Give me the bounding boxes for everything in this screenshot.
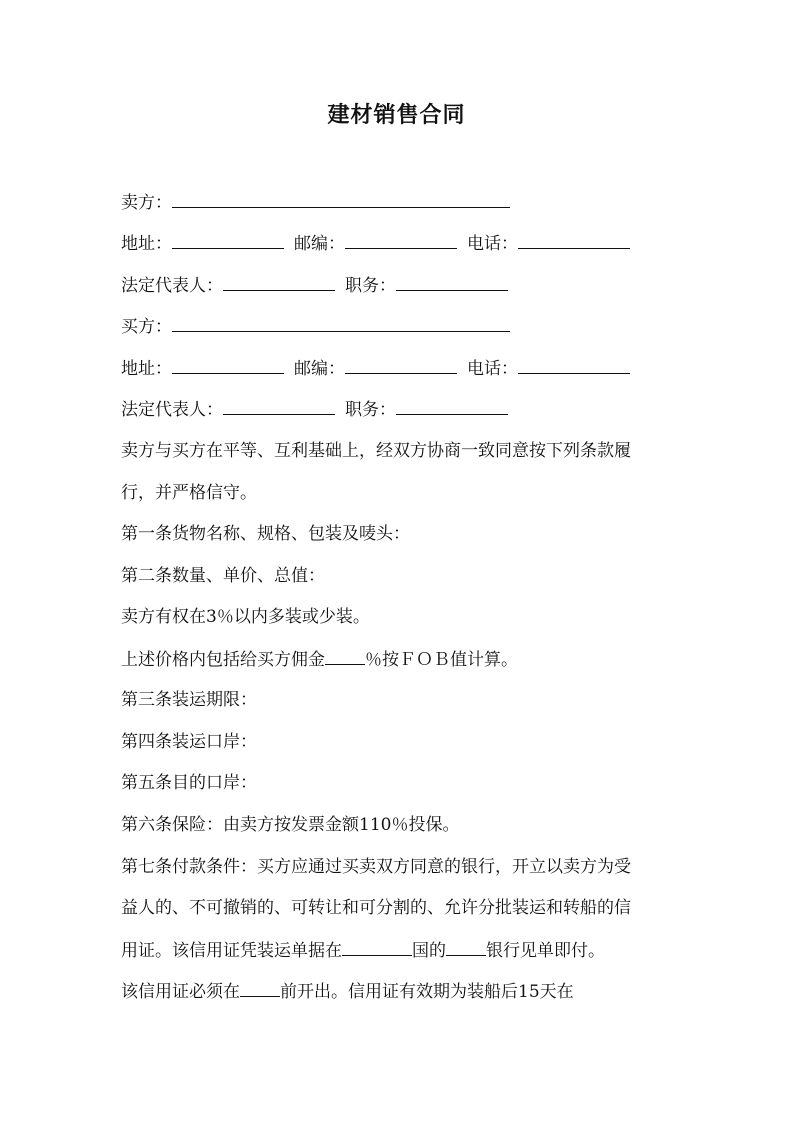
buyer-contact-line xyxy=(121,356,630,381)
article-1: 第一条货物名称、规格、包装及唛头： xyxy=(121,524,410,544)
buyer-line xyxy=(121,314,510,339)
seller-blank[interactable] xyxy=(172,190,510,208)
article-7-line-1: 第七条付款条件：买方应通过买卖双方同意的银行，开立以卖方为受 xyxy=(121,857,631,877)
article-2-note-1: 卖方有权在3％以内多装或少装。 xyxy=(121,607,370,627)
lc-issue-text-a: 该信用证必须在 xyxy=(121,982,240,1002)
seller-position-label: 职务： xyxy=(345,276,396,296)
article-3: 第三条装运期限： xyxy=(121,690,257,710)
buyer-address-blank[interactable] xyxy=(172,356,284,374)
commission-text-a: 上述价格内包括给买方佣金 xyxy=(121,650,325,670)
article-6: 第六条保险：由卖方按发票金额110％投保。 xyxy=(121,815,460,835)
seller-postcode-blank[interactable] xyxy=(345,231,457,249)
lc-text-b: 国的 xyxy=(412,941,446,961)
buyer-rep-label: 法定代表人： xyxy=(121,400,223,420)
seller-address-label: 地址： xyxy=(121,234,172,254)
seller-label: 卖方： xyxy=(121,193,172,213)
seller-postcode-label: 邮编： xyxy=(294,234,345,254)
buyer-position-blank[interactable] xyxy=(396,397,508,415)
seller-phone-blank[interactable] xyxy=(518,231,630,249)
commission-text-b: ％按ＦＯＢ值计算。 xyxy=(365,650,518,670)
seller-rep-label: 法定代表人： xyxy=(121,276,223,296)
buyer-position-label: 职务： xyxy=(345,400,396,420)
intro-line-2: 行，并严格信守。 xyxy=(121,483,257,503)
buyer-blank[interactable] xyxy=(172,314,510,332)
article-7-line-2: 益人的、不可撤销的、可转让和可分割的、允许分批装运和转船的信 xyxy=(121,898,631,918)
lc-country-blank[interactable] xyxy=(342,938,412,956)
lc-issue-date-blank[interactable] xyxy=(240,979,280,997)
seller-rep-blank[interactable] xyxy=(223,273,335,291)
article-2-note-2 xyxy=(121,647,518,672)
buyer-label: 买方： xyxy=(121,317,172,337)
buyer-postcode-label: 邮编： xyxy=(294,359,345,379)
lc-text-a: 用证。该信用证凭装运单据在 xyxy=(121,941,342,961)
buyer-rep-line xyxy=(121,397,508,422)
lc-text-c: 银行见单即付。 xyxy=(486,941,605,961)
intro-line-1: 卖方与买方在平等、互利基础上，经双方协商一致同意按下列条款履 xyxy=(121,441,631,461)
buyer-address-label: 地址： xyxy=(121,359,172,379)
buyer-postcode-blank[interactable] xyxy=(345,356,457,374)
buyer-rep-blank[interactable] xyxy=(223,397,335,415)
article-7-line-3 xyxy=(121,938,605,963)
article-5: 第五条目的口岸： xyxy=(121,773,257,793)
seller-line xyxy=(121,190,510,215)
seller-position-blank[interactable] xyxy=(396,273,508,291)
article-4: 第四条装运口岸： xyxy=(121,732,257,752)
seller-address-blank[interactable] xyxy=(172,231,284,249)
seller-rep-line xyxy=(121,273,508,298)
article-2: 第二条数量、单价、总值： xyxy=(121,566,325,586)
seller-contact-line xyxy=(121,231,630,256)
seller-phone-label: 电话： xyxy=(467,234,518,254)
buyer-phone-label: 电话： xyxy=(467,359,518,379)
lc-issue-text-b: 前开出。信用证有效期为装船后15天在 xyxy=(280,982,574,1002)
buyer-phone-blank[interactable] xyxy=(518,356,630,374)
lc-bank-blank[interactable] xyxy=(446,938,486,956)
commission-blank[interactable] xyxy=(325,647,365,665)
article-7-line-4 xyxy=(121,979,574,1004)
document-title: 建材销售合同 xyxy=(327,102,466,128)
